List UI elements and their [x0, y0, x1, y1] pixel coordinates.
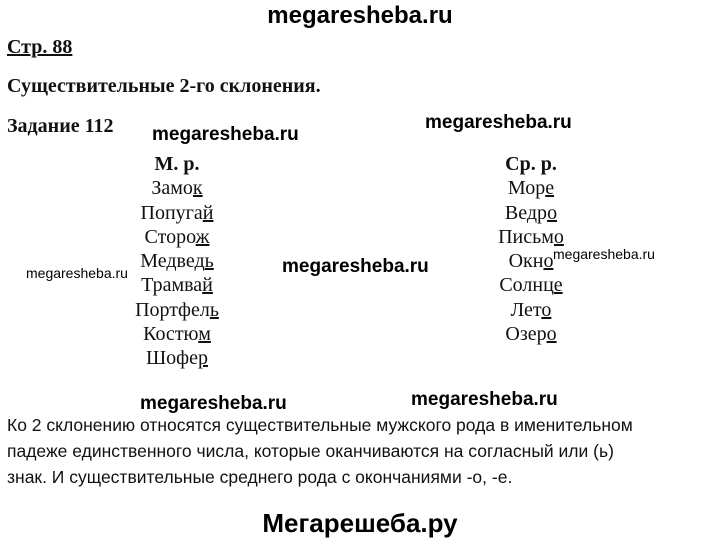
word-ending: о — [546, 323, 557, 346]
word-ending: о — [543, 250, 554, 273]
rule-text — [7, 412, 715, 490]
word-item — [456, 249, 606, 273]
masculine-column — [102, 152, 252, 371]
word-stem: Шофе — [145, 347, 198, 370]
word-ending: о — [547, 201, 558, 224]
word-ending: ь — [209, 298, 219, 321]
word-stem: Костю — [143, 323, 199, 346]
watermark-lower-right: megaresheba.ru — [411, 389, 558, 410]
word-ending: о — [553, 225, 564, 248]
watermark-side-right: megaresheba.ru — [553, 246, 655, 262]
word-stem: Замо — [151, 177, 193, 200]
neuter-header: Ср. р. — [505, 153, 557, 175]
word-stem: Попуга — [140, 201, 203, 224]
word-stem: Ведр — [504, 201, 548, 224]
watermark-side-left: megaresheba.ru — [26, 265, 128, 281]
word-item — [456, 176, 606, 200]
word-item — [102, 273, 252, 297]
watermark-center: megaresheba.ru — [282, 256, 429, 277]
word-stem: Лет — [510, 298, 542, 321]
word-item — [102, 201, 252, 225]
word-item — [456, 298, 606, 322]
word-stem: Трамва — [141, 274, 203, 297]
word-ending: о — [541, 298, 552, 321]
watermark-bottom: Мегарешеба.ру — [262, 508, 458, 538]
word-ending: й — [202, 274, 213, 297]
word-stem: Портфел — [135, 298, 210, 321]
neuter-column — [456, 152, 606, 346]
word-ending: р — [198, 347, 208, 370]
watermark-top: megaresheba.ru — [267, 2, 453, 29]
masculine-header: М. р. — [154, 153, 200, 175]
word-stem: Медвед — [140, 250, 205, 273]
word-ending: е — [553, 274, 563, 297]
word-stem: Окн — [508, 250, 544, 273]
watermark-mid-left: megaresheba.ru — [152, 124, 299, 145]
word-item — [102, 249, 252, 273]
word-stem: Сторо — [144, 225, 196, 248]
word-ending: е — [545, 177, 555, 200]
task-title: Задание 112 — [7, 115, 114, 137]
rule-line: Ко 2 склонению относятся существительные мужского рода в именительном — [7, 415, 633, 435]
word-item — [102, 176, 252, 200]
watermark-mid-right: megaresheba.ru — [425, 112, 572, 133]
word-stem: Письм — [498, 225, 554, 248]
word-stem: Солнц — [499, 274, 554, 297]
topic-title: Существительные 2-го склонения. — [7, 75, 321, 97]
word-stem: Мор — [507, 177, 546, 200]
page-number: Стр. 88 — [7, 36, 73, 58]
word-ending: к — [192, 177, 203, 200]
word-ending: м — [198, 323, 211, 346]
word-ending: й — [202, 201, 214, 224]
word-stem: Озер — [505, 323, 547, 346]
word-item — [456, 225, 606, 249]
word-item — [102, 346, 252, 370]
rule-line: знак. И существительные среднего рода с окончаниями -о, -е. — [7, 467, 513, 487]
word-item — [456, 201, 606, 225]
word-item — [456, 273, 606, 297]
rule-line: падеже единственного числа, которые оканчиваются на согласный или (ь) — [7, 441, 614, 461]
word-ending: ь — [204, 250, 214, 273]
watermark-lower-left: megaresheba.ru — [140, 393, 287, 414]
word-item — [456, 322, 606, 346]
word-item — [102, 225, 252, 249]
word-item — [102, 322, 252, 346]
word-item — [102, 298, 252, 322]
word-ending: ж — [195, 225, 210, 248]
